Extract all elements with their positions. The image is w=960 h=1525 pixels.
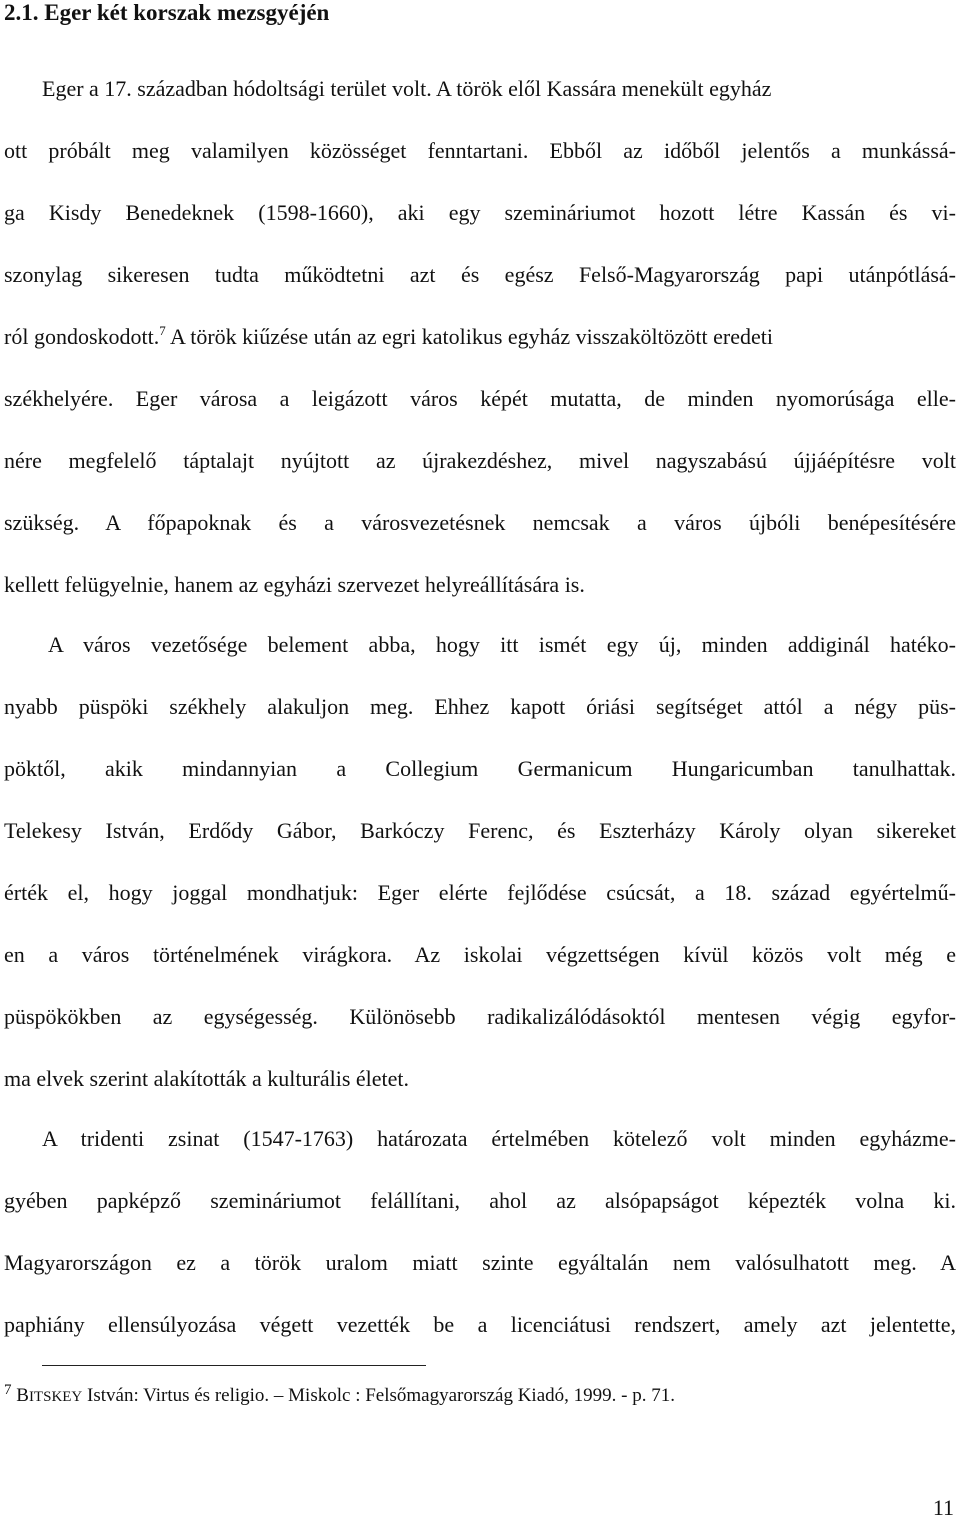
footnote-author-rest: ITSKEY <box>28 1389 83 1405</box>
footnote-author-initial: B <box>16 1385 29 1406</box>
text-line: nyabb püspöki székhely alakuljon meg. Ehhez kapott óriási segítséget attól a négy püs- <box>4 694 956 719</box>
text-line: Eger a 17. században hódoltsági terület volt. A török elől Kassára menekült egyház <box>42 76 772 101</box>
footnote-reference: 7 <box>159 323 166 338</box>
text-line-with-footnote <box>4 323 956 354</box>
text-line: püspökökben az egységesség. Különösebb radikalizálódásoktól mentesen végig egyfor- <box>4 1004 956 1029</box>
text-line: szükség. A főpapoknak és a városvezetésnek nemcsak a város újbóli benépesítésére <box>4 510 956 535</box>
page-number: 11 <box>932 1495 954 1520</box>
text-line: pöktől, akik mindannyian a Collegium Germanicum Hungaricumban tanulhattak. <box>4 756 956 781</box>
text-line: Telekesy István, Erdődy Gábor, Barkóczy Ferenc, és Eszterházy Károly olyan sikereket <box>4 818 956 843</box>
text-fragment: A török kiűzése után az egri katolikus egyház visszaköltözött eredeti <box>170 324 774 349</box>
section-heading: 2.1. Eger két korszak mezsgyéjén <box>4 0 330 25</box>
text-line: paphiány ellensúlyozása végett vezették be a licenciátusi rendszert, amely azt jelentette, <box>4 1312 956 1337</box>
text-line: en a város történelmének virágkora. Az iskolai végzettségen kívül közös volt még e <box>4 942 956 967</box>
text-line: A város vezetősége belement abba, hogy itt ismét egy új, minden addiginál hatéko- <box>48 632 956 657</box>
text-fragment: ról gondoskodott. <box>4 324 160 349</box>
text-line: ott próbált meg valamilyen közösséget fenntartani. Ebből az időből jelentős a munkássá- <box>4 138 956 163</box>
footnote-separator <box>42 1365 426 1366</box>
text-line: székhelyére. Eger városa a leigázott város képét mutatta, de minden nyomorúsága elle- <box>4 386 956 411</box>
text-line: kellett felügyelnie, hanem az egyházi szervezet helyreállítására is. <box>4 572 585 597</box>
footnote <box>4 1384 675 1409</box>
footnote-text: István: Virtus és religio. – Miskolc : Felsőmagyarország Kiadó, 1999. - p. 71. <box>87 1385 675 1406</box>
text-line: ga Kisdy Benedeknek (1598-1660), aki egy szemináriumot hozott létre Kassán és vi- <box>4 200 956 225</box>
text-line: érték el, hogy joggal mondhatjuk: Eger elérte fejlődése csúcsát, a 18. század egyértelmű- <box>4 880 956 905</box>
text-line: Magyarországon ez a török uralom miatt szinte egyáltalán nem valósulhatott meg. A <box>4 1250 956 1275</box>
text-line: A tridenti zsinat (1547-1763) határozata értelmében kötelező volt minden egyházme- <box>42 1126 956 1151</box>
text-line: nére megfelelő táptalajt nyújtott az újrakezdéshez, mivel nagyszabású újjáépítésre volt <box>4 448 956 473</box>
text-line: ma elvek szerint alakították a kulturális életet. <box>4 1066 410 1091</box>
text-line: gyében papképző szemináriumot felállítani, ahol az alsópapságot képezték volna ki. <box>4 1188 956 1213</box>
footnote-number: 7 <box>4 1382 12 1398</box>
text-line: szonylag sikeresen tudta működtetni azt és egész Felső-Magyarország papi utánpótlásá- <box>4 262 956 287</box>
footnote-author <box>16 1385 82 1406</box>
